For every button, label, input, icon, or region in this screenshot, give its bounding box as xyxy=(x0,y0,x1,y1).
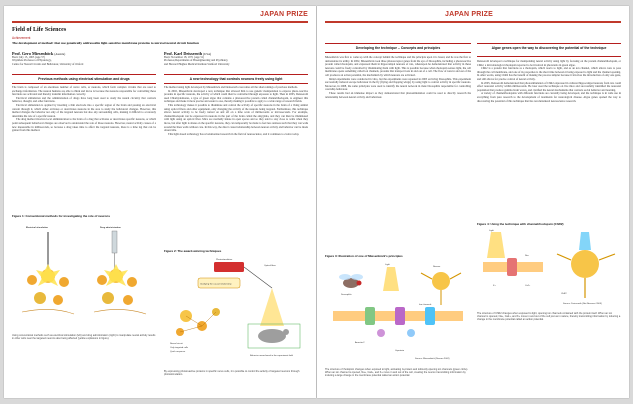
sec4-text xyxy=(477,60,621,103)
sec1-p4: The drug method involves local administration to the brain of a drug that activates or deactivates specific neurons, or which point subsequent behavioral changes are observed to understand the role of those neurons. However, neural activity causes of a new measurable in milliseconds, so because a drug takes time to affect the targeted neurons, there is a time lag that can be gained from this method. xyxy=(12,118,156,133)
sec4-p4: A variety of channelrhodopsins with different functions are currently being developed, and the technique is in wide use in everything from pure research to the development of treatments for neurological disease. Algae genes opened the way to discovering the potential of this technique that has revolutionized neuroscience research. xyxy=(477,92,621,103)
sec1-p2: Electrical stimulation and the administration of drugs have long been used to study the neural circuitry that controls behavior, thought, and other functions. xyxy=(12,96,156,104)
sec2-rule xyxy=(164,74,308,75)
neuron-lit-icon xyxy=(571,250,599,278)
figure-1 xyxy=(12,220,156,330)
fig1-caption: Using conventional methods such as electrical stimulation (left) and drug administration (right) to manipulate neural activity results in other cells near the targeted neurons also being affected (yellow explosions in figure). xyxy=(12,334,156,341)
sec3-rule xyxy=(325,43,471,44)
syringe-icon xyxy=(112,231,117,253)
fig1-right-title: Drug administration xyxy=(100,227,121,229)
fig2-tag-quick: Quick response xyxy=(170,351,186,353)
sec4-p3: In 2005, Deisseroth demonstrated that photostimulation of ChR2 expressed in cultured hippocampal neurons from rats could effect neuronal activity within milliseconds. He later used the technique on live mice and successfully identified the neuronal population that produce gamma brain waves, and clarified the neural mechanisms that controls social behavior and learning. xyxy=(477,81,621,92)
sec3-p1: Miesenböck was first to come up with the concept behind the technique and the principle upon it is based, and he was the first to demonstrate its utility. In 2002, Miesenböck took three photoreceptor genes from the eye of Drosophila, including a photoreactive protein called rhodopsin, and expressed them in hippocampal neurons of rats, whereupon he demonstrated that activity in these neurons could be freely controlled by illuminating them with light. This is possible because when rhodopsin senses light, the cell membrane opens something called ion channels, proteins that transport ions in and out of a cell. The flow of ions in and out of the cell produces an action potential, the mechanism by which neurons are activated. xyxy=(325,56,471,77)
fig4-tag-ca: Ca2+ xyxy=(525,285,531,287)
figure-2 xyxy=(164,256,308,364)
sec3-title: Developing the technique – Concepts and principles xyxy=(355,46,441,50)
sec1-p1: The brain is composed of an enormous number of nerve cells, or neurons, which form complex circuits that are used to exchange information. The neuron humans are able to think and move is because the neurons responsible for controlling these functions are activated and thereby transmit information correctly. xyxy=(12,86,156,97)
sec2-p4: This light-based technology has revolutionized research in the field of neuroscience, and it continues to evolve today. xyxy=(168,132,300,136)
fig2-tag-targeted: Only targeted cells xyxy=(170,347,189,349)
page-right xyxy=(317,6,629,398)
laureate-1-org: Centre for Neural Circuits and Behaviour, University of Oxford xyxy=(12,62,84,66)
fig3-tag-fly: Drosophila xyxy=(341,294,352,296)
sec1-title: Previous methods using electrical stimulation and drugs xyxy=(38,77,130,81)
fig2-tag-fiber: Optical fiber xyxy=(264,265,276,267)
sec1-text xyxy=(12,86,156,133)
fig4-label: Figure 4: Using the technique with channelrhodopsin (ChR2) xyxy=(477,222,564,226)
fig4-tag-light: Light xyxy=(489,230,494,232)
sec4-title: Algae genes open the way to discovering the potential of the technique xyxy=(491,46,607,50)
sec3-p2: Initial experiments were conducted in vitro, but the experiments were repeated in 2005 on living Drosophila. This experiment successfully induced escape behaviour in the fly (flying and flapping wings) by using light to control activity in specific neurons. Moreover, in 2008, the same principles were used to identify the neural network in male Drosophila responsible for controlling courtship behaviour. xyxy=(325,77,471,92)
fig3-source: Source: Miesenböck (Neuron 2002) xyxy=(415,358,450,360)
laureate-2-title: Professor,Departments of Bioengineering and Psychiatry, xyxy=(164,59,229,63)
fig1-label: Figure 1: Conventional methods for investigating the role of neurons xyxy=(12,214,111,218)
fig4-tag-chr2: ChR2 xyxy=(561,293,567,295)
fig2-caption: By expressing photoreactive proteins in specific nerve cells, it is possible to control the activity of targeted neurons through photostimulation. xyxy=(164,370,300,377)
achievement-title: The development of method: that use genetically addressable light-sensitive membrane proteins to unravel neural circuit function xyxy=(12,40,199,45)
fig2-tag-photostim: Photostimulation xyxy=(216,259,233,261)
sec3-p3: These results had an immense impact as they demonstrated that photostimulation could be used to directly research the relationship between neural activity and behaviour. xyxy=(325,91,471,99)
page-left xyxy=(4,6,316,398)
neuron-icon xyxy=(432,272,450,290)
japan-prize-header-right: JAPAN PRIZE xyxy=(445,11,493,18)
sec4-rule xyxy=(477,43,621,44)
laser-device-icon xyxy=(214,262,244,272)
laureate-1-title: Waynflete Professor of Physiology, xyxy=(12,59,52,63)
sec2-p1: The method using light developed by Miesenböck and Deisseroth overcomes all the shortcomings of previous methods. xyxy=(164,86,298,89)
laureate-2-born: Born: November 18, 1971 (Age 51) xyxy=(164,56,205,59)
achievement-label: Achievement xyxy=(12,36,31,40)
mouse-icon xyxy=(258,329,286,343)
fig2-label: Figure 2: The award-winning techniques xyxy=(164,249,222,253)
laureate-2-org: and Howard Hughes Medical Institute Stanford University xyxy=(164,62,230,66)
fig3-caption: The structure of rhodopsin changes when exposed to light, activating G-protein and indirectly opening ion channels (green circle). When an ion channel is opened, Na+, Ca2+, and K+ move in and out of the cell, creating the neuron transmitting information by inducing a large change in the membrane potential called an action potential. xyxy=(325,368,468,378)
sec2-text xyxy=(164,86,308,136)
sec3-text xyxy=(325,56,471,99)
fig3-tag-gprotein: G-protein xyxy=(395,350,405,352)
header-rule-right xyxy=(325,21,621,23)
fig3-tag-light: Light xyxy=(385,264,390,266)
fig4-source: Source: Deisseroth (Nat Neurosci 2005) xyxy=(563,303,602,305)
fig3-tag-arrestin: Arrestin-2 xyxy=(355,342,365,344)
sec1-p3: Electrical stimulation is applied by inserting a thin electrode into a specific region of the brain and passing an electrical current through it, which either activates or deactivates neurons in the area to study the behavioral changes. However, this method changes the behavior not only of the targeted neurons but also any surrounding cells, making it difficult to accurately determine the role of a specific neuron. xyxy=(12,103,156,118)
field-title: Field of Life Sciences xyxy=(12,27,67,33)
laureate-1-name: Prof. Gero Miesenböck xyxy=(12,51,54,56)
sec2-p2: In 2002, Miesenböck developed a new technique that allowed him to use genetic manipulation to express photo-reactive proteins in specific neurons, the activity of which could then be controlled through exposure to light. Then in 2005, Deisseroth used Chlamydomonas, a type of green algae that contains a photoreactive protein called channelrhodopsin, to engineer this technique and make it more precise and easier to use, thereby making it possible to apply to a wide range of research fields. xyxy=(164,89,308,104)
laureate-2 xyxy=(164,51,309,66)
fig4-tag-k: K+ xyxy=(493,285,496,287)
sec2-title: A new technology that controls neurons freely using light xyxy=(189,77,283,81)
sec1-rule xyxy=(12,74,156,75)
sec4-p1: Deisseroth developed a technique for manipulating neural activity using light by focusing on the protein channelrhodopsin, or ChR2, a microbiological rhodopsin reported to be involved in phototaxis in green algae. xyxy=(477,60,621,67)
fig2-tag-causal: Clarifying the causal relationship xyxy=(200,283,232,286)
figure-1-graphic xyxy=(12,220,156,330)
laureate-2-country: (USA) xyxy=(203,52,212,56)
header-rule xyxy=(12,21,308,23)
fig2-tag-behavior: Behavior unanchored in the experiment field xyxy=(250,355,293,357)
figure-3-graphic xyxy=(325,261,471,363)
sec2-rule-bottom xyxy=(164,83,308,84)
fig3-tag-ion-channels: Ion channels xyxy=(419,304,432,306)
japan-prize-header: JAPAN PRIZE xyxy=(260,11,308,18)
laureate-2-name: Prof. Karl Deisseroth xyxy=(164,51,203,56)
laureate-1 xyxy=(12,51,152,66)
fig3-label: Figure 3: Illustration of one of Miesenböck's principles xyxy=(325,254,403,258)
figure-2-graphic xyxy=(164,256,308,364)
sec2-p3: This technology makes it possible to illuminate and control the activity of specific neurons in the brain of a living animal using optical fibers and other equipment, only changing the activity of the neurons being targeted. Furthermore, this technique allows neural activity to be freely turned on and off on a time scale of milliseconds or microseconds. For example, channelrhodopsin can be expressed in neurons in the part of the brain called the amygdala, and they can then be illuminated with light using an optical fiber. Mice are normally innate in open spaces and so they tend to stay close to walls when they move, but after light is shone on the specific neurons, they can temporarily be made to feel less anxious such that they can walk around the lines walls without care. In this way, the direct causal relationship between neuron activity and behavior can be made observable. xyxy=(164,103,308,133)
fig2-tag-circuit: Neural circuit xyxy=(170,343,183,345)
fig4-tag-na: Na+ xyxy=(525,255,530,257)
sec1-rule-bottom xyxy=(12,83,156,84)
figure-3 xyxy=(325,261,471,363)
fig1-left-title: Electrical stimulation xyxy=(26,227,49,229)
sec4-p2: ChR2 is a protein that functions as a rhodopsin, which reacts to light, and as an ion channel, which allows ions to pass through the cell membrane, and one of its properties is the short time between it being exposed to light and the channel opening. In other words, using ChR2 has the benefit of making the process simpler because it involves the introduction of only one gene, and still allows for precise control of neural activity. xyxy=(477,67,621,81)
figure-4 xyxy=(477,228,621,308)
fig3-tag-neuron: Neuron xyxy=(433,266,441,268)
sec4-rule-bottom xyxy=(477,56,621,57)
laureate-1-country: (Austria) xyxy=(54,52,66,56)
sec3-rule-bottom xyxy=(325,52,471,53)
figure-4-graphic xyxy=(477,228,621,308)
laureate-1-born: Born: July 15, 1965 (Age 57) xyxy=(12,56,45,59)
fig4-caption: The structure of ChR2 changes when exposed to light, opening ion channels contained with the protein itself. When an ion channel is opened, Na+, Ca2+, and K+ move in and out of the cell just as in nature, thereby transmitting information by inducing a change in the membrane potential called an action potential. xyxy=(477,312,621,322)
